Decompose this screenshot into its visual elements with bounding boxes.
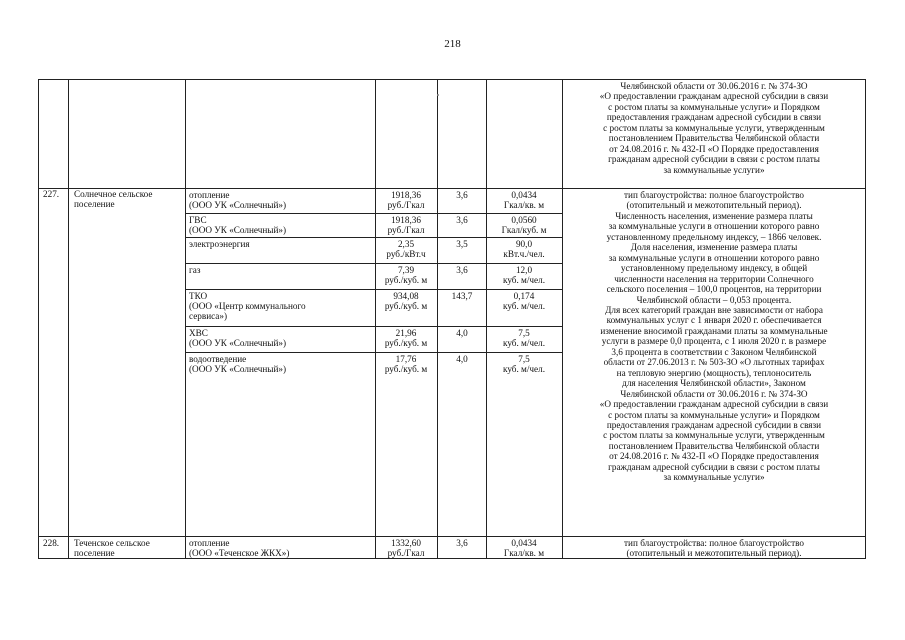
tariff-value	[377, 354, 435, 374]
note-line: сельского поселения – 100,0 процентов, на территории	[606, 284, 822, 295]
index-value: 4,0	[456, 354, 468, 364]
norm-value	[488, 354, 560, 374]
service-line: газ	[189, 265, 201, 275]
index-value: 3,6	[456, 538, 468, 548]
index-value: 3,6	[456, 265, 468, 275]
note-line: услуги в размере 0,0 процента, с 1 июля 2020 г. в размере	[601, 336, 827, 347]
norm-line: куб. м/чел.	[502, 301, 546, 312]
note-line: постановлением Правительства Челябинской области	[608, 440, 820, 451]
service-line: (ООО УК «Солнечный»)	[189, 225, 287, 236]
note-line: области от 27.06.2013 г. № 503-ЗО «О льготных тарифах	[603, 357, 825, 368]
note-line: коммунальных услуг с 1 января 2020 г. обеспечивается	[606, 315, 822, 326]
note-line: предоставления гражданам адресной субсидии в связи	[606, 112, 822, 123]
settlement-name	[74, 538, 150, 558]
note-line: с ростом платы за коммунальные услуги» и Порядком	[608, 101, 820, 112]
index-value: 3,5	[456, 239, 468, 249]
settlement-line: Теченское сельское	[74, 538, 150, 548]
note-line: Для всех категорий граждан вне зависимости от набора	[605, 304, 823, 315]
tariff-value	[377, 328, 435, 348]
norm-line: 7,5	[518, 328, 530, 338]
service-divider	[185, 326, 562, 327]
row-note	[564, 538, 864, 559]
service-line: ХВС	[189, 328, 208, 338]
note-line: Доля населения, изменение размера платы	[630, 242, 798, 253]
column-divider	[68, 80, 69, 558]
service-name	[189, 215, 286, 235]
note-line: за коммунальные услуги в отношении которого равно	[608, 221, 820, 232]
service-divider	[185, 352, 562, 353]
note-line: установленному предельному индексу, – 1866 человек.	[606, 231, 822, 242]
norm-line: 0,0560	[511, 215, 537, 225]
tariff-value	[377, 190, 435, 210]
tariff-line: 1918,36	[391, 190, 421, 200]
tariff-line: руб./Гкал	[387, 548, 425, 559]
note-line: от 24.08.2016 г. № 432-П «О Порядке предоставления	[609, 451, 819, 462]
norm-value	[488, 538, 560, 558]
norm-line: 7,5	[518, 354, 530, 364]
settlement-name	[74, 189, 152, 209]
tariff-table	[38, 79, 866, 559]
note-line: постановлением Правительства Челябинской области	[608, 133, 820, 144]
service-line: ГВС	[189, 215, 207, 225]
column-divider	[486, 80, 487, 558]
continuation-note	[564, 81, 864, 175]
tariff-value	[377, 215, 435, 235]
norm-line: 12,0	[515, 265, 533, 275]
settlement-line: поселение	[74, 199, 115, 210]
service-name	[189, 328, 286, 348]
tariff-line: 934,08	[393, 291, 419, 301]
column-divider	[437, 80, 438, 558]
norm-value	[488, 190, 560, 210]
service-line: ТКО	[189, 291, 208, 301]
note-line: (отопительный и межотопительный период).	[626, 548, 802, 559]
note-line: гражданам адресной субсидии в связи с ростом платы	[608, 154, 820, 165]
row-divider	[39, 536, 865, 537]
tariff-line: 17,76	[395, 354, 417, 364]
column-divider	[562, 80, 563, 558]
note-line: гражданам адресной субсидии в связи с ростом платы	[608, 461, 820, 472]
service-name	[189, 265, 200, 275]
norm-line: 0,174	[513, 291, 535, 301]
row-number: 228.	[43, 538, 60, 548]
tariff-value	[377, 265, 435, 285]
service-line: водоотведение	[189, 354, 247, 364]
note-line: с ростом платы за коммунальные услуги, утвержденным	[603, 430, 825, 441]
note-line: «О предоставлении гражданам адресной субсидии в связи	[599, 91, 829, 102]
service-name	[189, 190, 286, 210]
note-line: численности населения на территории Солнечного	[614, 273, 814, 284]
service-divider	[185, 263, 562, 264]
settlement-line: Солнечное сельское	[74, 189, 153, 199]
norm-value	[488, 239, 560, 259]
service-name	[189, 538, 289, 558]
note-line: (отопительный и межотопительный период).	[626, 200, 802, 211]
note-line: для населения Челябинской области», Законом	[622, 378, 806, 389]
tariff-line: руб./куб. м	[384, 338, 428, 349]
note-line: Челябинской области от 30.06.2016 г. № 374-ЗО	[620, 388, 808, 399]
service-line: электроэнергия	[189, 239, 250, 249]
service-name	[189, 291, 306, 322]
note-line: предоставления гражданам адресной субсидии в связи	[606, 419, 822, 430]
service-line: (ООО «Теченское ЖКХ»)	[189, 548, 290, 559]
note-line: с ростом платы за коммунальные услуги, утвержденным	[603, 122, 825, 133]
service-line: (ООО «Центр коммунального	[189, 301, 306, 312]
row-note	[564, 190, 864, 483]
tariff-line: 21,96	[395, 328, 417, 338]
service-divider	[185, 213, 562, 214]
note-line: «О предоставлении гражданам адресной субсидии в связи	[599, 399, 829, 410]
note-line: за коммунальные услуги в отношении которого равно	[608, 252, 820, 263]
norm-line: Гкал/куб. м	[501, 225, 547, 236]
index-value: 3,6	[456, 215, 468, 225]
tariff-line: руб./куб. м	[384, 275, 428, 286]
norm-line: 0,0434	[511, 190, 537, 200]
tariff-line: руб./куб. м	[384, 301, 428, 312]
tariff-line: руб./Гкал	[387, 225, 425, 236]
tariff-value	[377, 538, 435, 558]
norm-line: куб. м/чел.	[502, 338, 546, 349]
norm-line: Гкал/кв. м	[503, 200, 545, 211]
note-line: тип благоустройства: полное благоустройство	[624, 190, 804, 200]
row-number: 227.	[43, 189, 60, 199]
note-line: от 24.08.2016 г. № 432-П «О Порядке предоставления	[609, 143, 819, 154]
note-line: установленному предельному индексу, в общей	[620, 263, 808, 274]
note-line: за коммунальные услуги»	[663, 164, 765, 175]
norm-line: 90,0	[515, 239, 533, 249]
index-value: 3,6	[456, 190, 468, 200]
tariff-line: руб./куб. м	[384, 364, 428, 375]
tariff-line: 1332,60	[391, 538, 421, 548]
column-divider	[185, 80, 186, 558]
norm-line: Гкал/кв. м	[503, 548, 545, 559]
tariff-value	[377, 239, 435, 259]
note-line: Челябинской области – 0,053 процента.	[636, 294, 792, 305]
service-name	[189, 354, 286, 374]
tariff-line: руб./кВт.ч	[386, 249, 426, 260]
service-line: отопление	[189, 190, 230, 200]
norm-line: куб. м/чел.	[502, 364, 546, 375]
service-line: (ООО УК «Солнечный»)	[189, 338, 287, 349]
note-line: на тепловую энергию (мощность), теплоноситель	[616, 367, 812, 378]
tariff-value	[377, 291, 435, 311]
norm-value	[488, 291, 560, 311]
row-divider	[39, 188, 865, 189]
service-line: отопление	[189, 538, 230, 548]
note-line: 3,6 процента в соответствии с Законом Челябинской	[611, 346, 817, 357]
note-line: с ростом платы за коммунальные услуги» и Порядком	[608, 409, 820, 420]
note-line: за коммунальные услуги»	[663, 472, 765, 483]
service-divider	[185, 289, 562, 290]
service-name	[189, 239, 250, 249]
page-number: 218	[444, 38, 461, 50]
tariff-line: 2,35	[397, 239, 415, 249]
norm-value	[488, 328, 560, 348]
note-line: изменение вносимой гражданами платы за коммунальные	[600, 325, 828, 336]
tariff-line: 7,39	[397, 265, 415, 275]
index-value: 4,0	[456, 328, 468, 338]
tariff-line: руб./Гкал	[387, 200, 425, 211]
service-divider	[185, 237, 562, 238]
settlement-line: поселение	[74, 548, 115, 559]
norm-value	[488, 215, 560, 235]
norm-line: куб. м/чел.	[502, 275, 546, 286]
note-line: Челябинской области от 30.06.2016 г. № 374-ЗО	[620, 81, 808, 91]
column-divider	[375, 80, 376, 558]
note-line: тип благоустройства: полное благоустройство	[624, 538, 804, 548]
note-line: Численность населения, изменение размера платы	[615, 210, 813, 221]
norm-line: 0,0434	[511, 538, 537, 548]
norm-value	[488, 265, 560, 285]
service-line: (ООО УК «Солнечный»)	[189, 200, 287, 211]
tariff-line: 1918,36	[391, 215, 421, 225]
service-line: сервиса»)	[189, 311, 228, 322]
scan-speck	[437, 94, 439, 96]
norm-line: кВт.ч./чел.	[503, 249, 545, 260]
service-line: (ООО УК «Солнечный»)	[189, 364, 287, 375]
index-value: 143,7	[451, 291, 473, 301]
